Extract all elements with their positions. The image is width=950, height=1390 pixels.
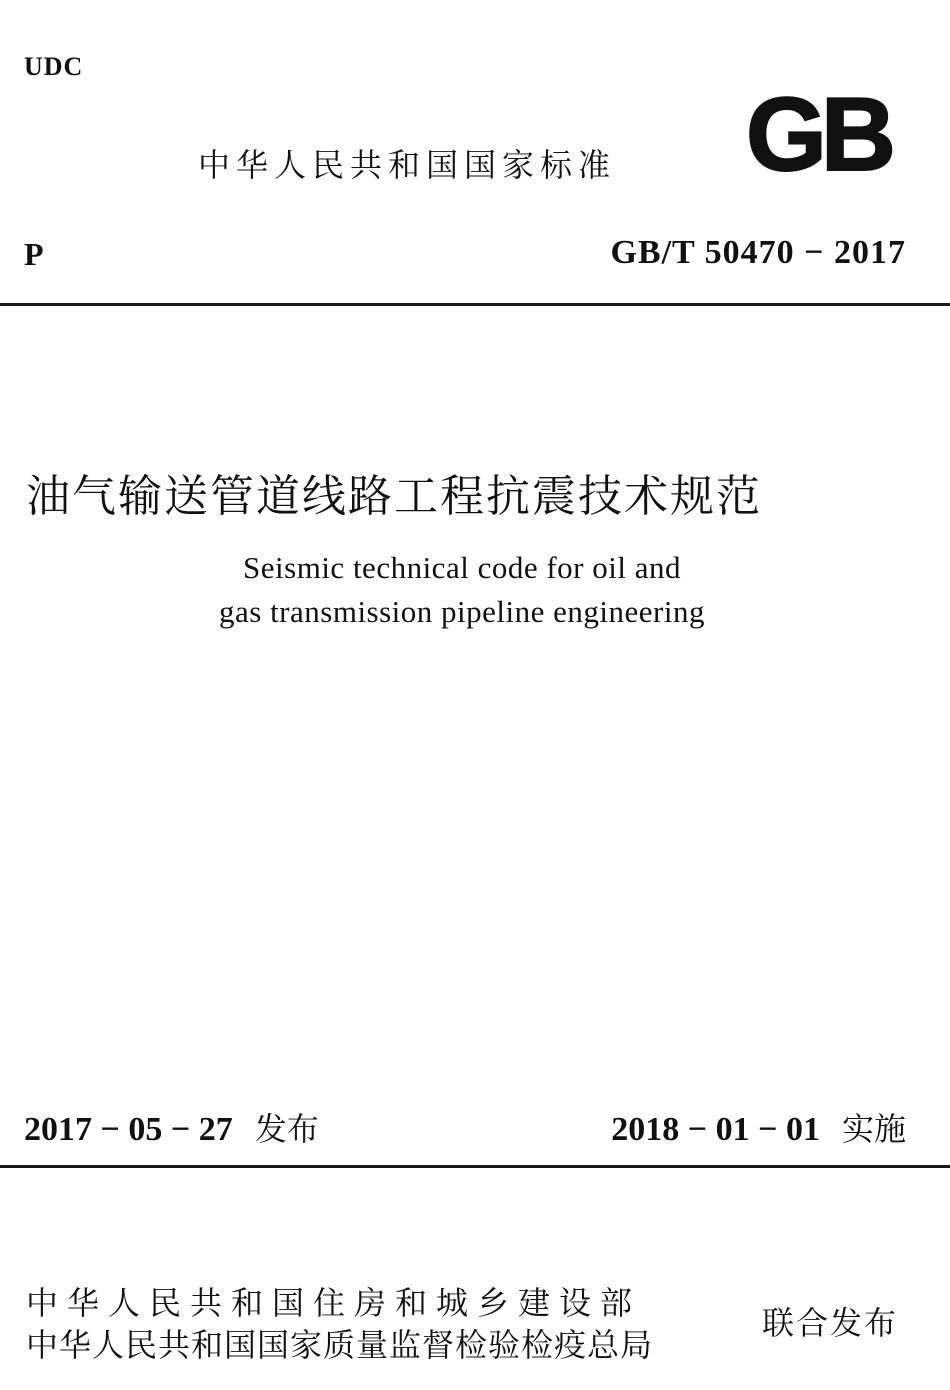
svg-text:GB: GB bbox=[746, 86, 890, 178]
udc-label: UDC bbox=[24, 52, 84, 81]
national-standard-label: 中华人民共和国国家标准 bbox=[198, 146, 617, 184]
implementation-label: 实施 bbox=[841, 1110, 906, 1148]
title-english-line-2: gas transmission pipeline engineering bbox=[219, 594, 705, 629]
issuer-aqsiq: 中华人民共和国国家质量监督检验检疫总局 bbox=[26, 1326, 654, 1364]
title-english bbox=[0, 546, 924, 634]
category-code: P bbox=[24, 236, 44, 272]
implementation-date: 2018 − 01 − 01 bbox=[611, 1111, 820, 1148]
publication-date-block bbox=[24, 1104, 319, 1150]
joint-issue-label: 联合发布 bbox=[762, 1304, 899, 1342]
implementation-date-block bbox=[611, 1104, 906, 1150]
top-divider bbox=[0, 303, 950, 306]
publication-label: 发布 bbox=[254, 1110, 319, 1148]
gb-logo bbox=[728, 86, 908, 178]
publication-date: 2017 − 05 − 27 bbox=[24, 1111, 233, 1148]
standard-number: GB/T 50470 − 2017 bbox=[610, 234, 906, 271]
title-chinese: 油气输送管道线路工程抗震技术规范 bbox=[26, 471, 762, 522]
title-english-line-1: Seismic technical code for oil and bbox=[243, 550, 681, 585]
issuer-ministry-housing: 中华人民共和国住房和城乡建设部 bbox=[26, 1284, 642, 1322]
bottom-divider bbox=[0, 1165, 950, 1168]
